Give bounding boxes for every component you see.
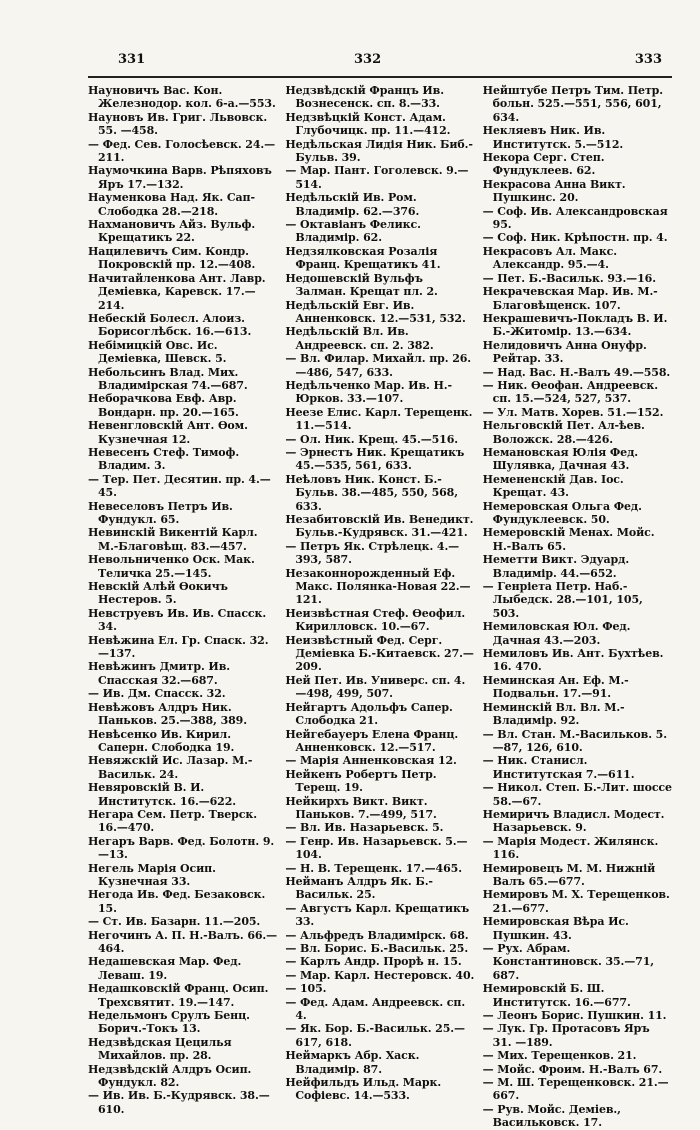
directory-entry: — Марія Анненковская 12. [285, 754, 457, 768]
directory-entry: — Ник. Станисл. Институтская 7.—611. [482, 754, 635, 781]
directory-entry: Негель Марія Осип. Кузнечная 33. [88, 861, 216, 888]
directory-entry: Недашковскій Франц. Осип. Трехсвятит. 19.—147. [88, 982, 269, 1009]
directory-entry: Немиловъ Ив. Ант. Бухтѣев. 16. 470. [482, 647, 664, 674]
directory-entry: — Октавіанъ Феликс. Владимір. 62. [285, 218, 421, 245]
directory-entry: Незабитовскій Ив. Венедикт. Бульв.-Кудрявск. 31.—421. [285, 513, 474, 540]
directory-entry: Немеровскій Менах. Мойс. Н.-Валъ 65. [482, 526, 655, 553]
directory-entry: Немененскій Дав. Іос. Крещат. 43. [482, 472, 624, 500]
directory-entry: — Соф. Ник. Крѣпостн. пр. 4. [482, 231, 668, 245]
directory-entry: — Ив. Дм. Спасск. 32. [88, 687, 226, 701]
directory-entry: — Фед. Сев. Голосѣевск. 24.—211. [88, 137, 276, 165]
directory-entry: Нейманъ Алдръ Як. Б.-Васильк. 25. [285, 874, 433, 902]
column-middle [285, 84, 475, 1103]
directory-entry: Нацилевичъ Сим. Кондр. Покровскій пр. 12.—408. [88, 244, 256, 272]
directory-entry: — Мар. Пант. Гоголевск. 9.—514. [285, 164, 469, 191]
page-number-left: 331 [118, 52, 146, 67]
directory-entry: — Вл. Филар. Михайл. пр. 26.—486, 547, 633. [285, 352, 472, 379]
directory-entry: Небескій Болесл. Алоиз. Борисоглѣбск. 16.—613. [88, 311, 252, 339]
directory-entry: Нейштубе Петръ Тим. Петр. больн. 525.—551, 556, 601, 634. [482, 84, 663, 124]
directory-entry: Невѣсенко Ив. Кирил. Саперн. Слободка 19. [88, 727, 235, 754]
directory-entry: Недзвѣдская Цецилья Михайлов. пр. 28. [88, 1035, 232, 1063]
directory-entry: — Альфредъ Владимірск. 68. [285, 928, 469, 942]
column-left [88, 84, 278, 1116]
directory-entry: — Тер. Пет. Десятин. пр. 4.—45. [88, 472, 271, 500]
directory-entry: — Генр. Ив. Назарьевск. 5.—104. [285, 834, 468, 862]
page-number-center: 332 [354, 52, 382, 67]
directory-entry: Недзялковская Розалія Франц. Крещатикъ 41. [285, 244, 441, 272]
directory-entry: Неймаркъ Абр. Хаск. Владимір. 87. [285, 1049, 420, 1076]
directory-entry: Недзвѣцкій Конст. Адам. Глубочицк. пр. 11.—412. [285, 110, 451, 138]
directory-entry: — Марія Модест. Жилянск. 116. [482, 834, 659, 862]
directory-entry: Нейкенъ Робертъ Петр. Терещ. 19. [285, 767, 437, 795]
directory-entry: — Вл. Борис. Б.-Васильк. 25. [285, 942, 469, 955]
directory-entry: — Ол. Ник. Крещ. 45.—516. [285, 432, 458, 446]
directory-entry: Неметти Викт. Эдуард. Владимір. 44.—652. [482, 553, 630, 580]
directory-entry: Негода Ив. Фед. Безаковск. 15. [88, 888, 266, 915]
directory-entry: Нахмановичъ Айз. Вульф. Крещатикъ 22. [88, 218, 256, 245]
directory-entry: — Ст. Ив. Базарн. 11.—205. [88, 915, 261, 929]
directory-entry: Неминская Ан. Еф. М.-Подвальн. 17.—91. [482, 673, 629, 701]
directory-entry: — Рув. Мойс. Демiев., Васильковск. 17. [482, 1102, 621, 1130]
directory-entry: Некрачевская Мар. Ив. М.-Благовѣщенск. 107. [482, 285, 658, 312]
directory-entry: Немеровская Ольга Фед. Фундуклеевск. 50. [482, 499, 642, 526]
directory-entry: Негара Сем. Петр. Тверск. 16.—470. [88, 807, 257, 835]
directory-entry: Немировскій Б. Ш. Институтск. 16.—677. [482, 982, 631, 1009]
directory-entry: — Як. Бор. Б.-Васильк. 25.—617, 618. [285, 1022, 465, 1049]
directory-entry: Негочинъ А. П. Н.-Валъ. 66.—464. [88, 928, 278, 955]
directory-entry: — Соф. Ив. Александровская 95. [482, 204, 668, 232]
directory-entry: — Лук. Гр. Протасовъ Яръ 31. —189. [482, 1022, 650, 1049]
directory-entry: Невесенъ Стеф. Тимоф. Владим. 3. [88, 445, 240, 473]
directory-entry: Незаконнорожденный Еф. Макс. Полянка-Новая 22.—121. [285, 566, 471, 607]
directory-entry: — Над. Вас. Н.-Валъ 49.—558. [482, 365, 671, 379]
directory-entry: Недѣльскій Вл. Ив. Андреевск. сп. 2. 382. [285, 325, 434, 352]
directory-entry: Невѣжовъ Алдръ Ник. Паньков. 25.—388, 389. [88, 700, 247, 728]
directory-entry: Неизвѣстный Фед. Серг. Демiевка Б.-Китаевск. 27.—209. [285, 633, 474, 674]
directory-entry: Невѣжина Ел. Гр. Спаск. 32.—137. [88, 633, 269, 661]
directory-columns [88, 84, 672, 1130]
directory-entry: — Н. В. Терещенк. 17.—465. [285, 861, 462, 875]
directory-entry: Недошевскій Вульфъ Залман. Крещат пл. 2. [285, 271, 438, 299]
directory-entry: Немировъ М. Х. Терещенков. 21.—677. [482, 888, 670, 915]
directory-entry: Науновъ Ив. Григ. Львовск. 55. —458. [88, 110, 268, 138]
directory-entry: — Эрнестъ Ник. Крещатикъ 45.—535, 561, 633. [285, 445, 465, 473]
directory-entry: Нейгартъ Адольфъ Сапер. Слободка 21. [285, 700, 453, 728]
directory-entry: Некрашевичъ-Покладъ В. И. Б.-Житомір. 13.—634. [482, 311, 668, 339]
directory-entry: Невскій Алѣй Ѳокичъ Нестеров. 5. [88, 580, 228, 607]
directory-entry: Нельговскій Пет. Ал-ѣев. Воложск. 28.—426. [482, 419, 645, 446]
page-number-right: 333 [634, 52, 662, 67]
directory-entry: — 105. [285, 982, 327, 996]
directory-entry: — Рух. Абрам. Константиновск. 35.—71, 687. [482, 942, 655, 982]
directory-entry: — Мих. Терещенков. 21. [482, 1049, 637, 1063]
directory-entry: Недѣльскій Евг. Ив. Анненковск. 12.—531, 532. [285, 298, 466, 325]
directory-entry: Недельмонъ Срулъ Бенц. Борич.-Токъ 13. [88, 1009, 250, 1036]
directory-entry: — Пет. Б.-Васильк. 93.—16. [482, 271, 656, 285]
directory-entry: Невяжскій Ис. Лазар. М.-Васильк. 24. [88, 754, 253, 781]
directory-entry: Недѣльская Лидія Ник. Биб.-Бульв. 39. [285, 137, 473, 165]
directory-entry: Невяровскій В. И. Институтск. 16.—622. [88, 781, 237, 808]
directory-entry: — Никол. Степ. Б.-Лит. шоссе 58.—67. [482, 781, 672, 808]
directory-entry: Некрасовъ Ал. Макс. Александр. 95.—4. [482, 244, 618, 272]
directory-entry: — Вл. Ив. Назарьевск. 5. [285, 821, 444, 835]
directory-entry: Невѣжинъ Дмитр. Ив. Спасская 32.—687. [88, 660, 230, 687]
directory-entry: — Ив. Ив. Б.-Кудрявск. 38.—610. [88, 1089, 270, 1116]
directory-entry: Недзвѣдскій Алдръ Осип. Фундукл. 82. [88, 1062, 252, 1090]
directory-entry: — Ник. Ѳеофан. Андреевск. сп. 15.—524, 527, 537. [482, 378, 658, 406]
directory-entry: — М. Ш. Терещенковск. 21.—667. [482, 1076, 669, 1103]
directory-entry: Начитайленкова Ант. Лавр. Демiевка, Каревск. 17.—214. [88, 271, 266, 312]
directory-entry: — Леонъ Борис. Пушкин. 11. [482, 1009, 667, 1023]
directory-entry: Немировская Вѣра Ис. Пушкин. 43. [482, 915, 629, 942]
directory-entry: Негаръ Варв. Фед. Болотн. 9.—13. [88, 834, 275, 862]
directory-entry: — Августъ Карл. Крещатикъ 33. [285, 901, 470, 929]
directory-entry: Недѣльскій Ив. Ром. Владимір. 62.—376. [285, 191, 420, 218]
directory-entry: Невеселовъ Петръ Ив. Фундукл. 65. [88, 499, 233, 526]
directory-entry: Немиричъ Владисл. Модест. Назарьевск. 9. [482, 807, 665, 835]
directory-entry: Невольниченко Оск. Мак. Теличка 25.—145. [88, 553, 255, 580]
directory-entry: Недзвѣдскій Францъ Ив. Вознесенск. сп. 8.—33. [285, 84, 444, 111]
directory-entry: Нейфильдъ Ильд. Марк. Софіевс. 14.—533. [285, 1076, 442, 1103]
directory-entry: Неѣловъ Ник. Конст. Б.-Бульв. 38.—485, 550, 568, 633. [285, 472, 458, 513]
page-header [88, 52, 672, 72]
directory-entry: — Петръ Як. Стрѣлецк. 4.—393, 587. [285, 539, 460, 567]
directory-entry: — Генріета Петр. Наб.-Лыбедск. 28.—101, 105, 503. [482, 580, 643, 620]
column-right [482, 84, 672, 1130]
directory-entry: — Вл. Стан. М.-Васильков. 5.—87, 126, 610. [482, 727, 667, 754]
directory-entry: Нелидовичъ Анна Онуфр. Рейтар. 33. [482, 338, 647, 366]
directory-entry: Науновичъ Вас. Кон. Железнодор. кол. 6-а.—553. [88, 84, 276, 111]
directory-entry: — Ул. Матв. Хорев. 51.—152. [482, 405, 664, 419]
directory-entry: Невинскій Викентій Карл. М.-Благовѣщ. 83.—457. [88, 526, 258, 553]
directory-entry: — Мар. Карл. Нестеровск. 40. [285, 968, 475, 982]
directory-entry: Наумочкина Варв. Рѣпяховъ Яръ 17.—132. [88, 164, 272, 191]
directory-entry: Нейкирхъ Викт. Викт. Паньков. 7.—499, 517. [285, 794, 437, 821]
directory-entry: — Фед. Адам. Андреевск. сп. 4. [285, 995, 466, 1023]
directory-entry: — Карлъ Андр. Прорѣ н. 15. [285, 955, 462, 969]
directory-entry: — Мойс. Фроим. Н.-Валъ 67. [482, 1062, 663, 1076]
directory-entry: Немиловская Юл. Фед. Дачная 43.—203. [482, 620, 631, 647]
directory-entry: Невенгловскій Ант. Ѳом. Кузнечная 12. [88, 419, 248, 446]
directory-entry: Небiмицкiй Овс. Ис. Демiевка, Шевск. 5. [88, 338, 227, 366]
directory-entry: Некрасова Анна Викт. Пушкинс. 20. [482, 177, 626, 205]
directory-entry: Некляевъ Ник. Ив. Институтск. 5.—512. [482, 124, 624, 151]
directory-entry: Науменкова Над. Як. Сап-Слободка 28.—218. [88, 191, 255, 218]
directory-entry: Неезе Елис. Карл. Терещенк. 11.—514. [285, 405, 473, 433]
header-rule [88, 76, 672, 78]
directory-entry: Невструевъ Ив. Ив. Спасск. 34. [88, 606, 267, 634]
directory-entry: Недѣльченко Мар. Ив. Н.-Юрков. 33.—107. [285, 378, 452, 406]
directory-entry: Немировецъ М. М. Нижній Валъ 65.—677. [482, 861, 656, 888]
directory-entry: Неборачкова Евф. Авр. Вондарн. пр. 20.—165. [88, 392, 239, 419]
directory-entry: Недашевская Мар. Фед. Леваш. 19. [88, 955, 242, 982]
directory-entry: Неизвѣстная Стеф. Ѳеофил. Кирилловск. 10.—67. [285, 606, 466, 634]
directory-entry: Небольсинъ Влад. Мих. Владимірская 74.—687. [88, 365, 248, 392]
directory-entry: Немановская Юлія Фед. Шулявка, Дачная 43. [482, 445, 639, 473]
directory-entry: Некора Серг. Степ. Фундуклеев. 62. [482, 151, 605, 178]
directory-entry: Нейгебауеръ Елена Франц. Анненковск. 12.—517. [285, 727, 459, 754]
directory-entry: Неминскій Вл. Вл. М.-Владимір. 92. [482, 700, 625, 728]
directory-entry: Ней Пет. Ив. Универс. сп. 4.—498, 499, 507. [285, 673, 466, 701]
